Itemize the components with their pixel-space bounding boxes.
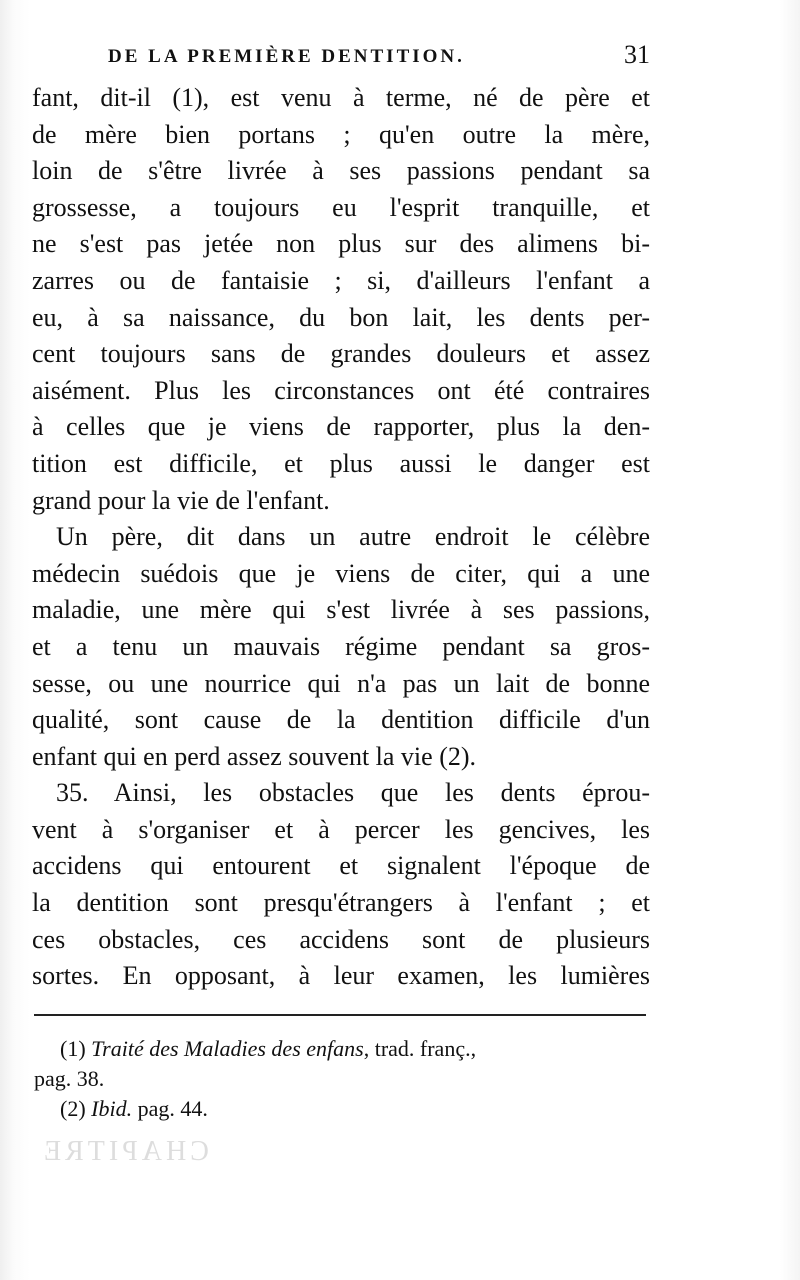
text-line: et a tenu un mauvais régime pendant sa gros- [32, 631, 650, 661]
footnote-1-rest: , trad. franç., [363, 1036, 477, 1061]
text-line: médecin suédois que je viens de citer, qui a une [32, 558, 650, 588]
text-line: Un père, dit dans un autre endroit le célèbre [56, 522, 650, 552]
text-line: accidens qui entourent et signalent l'époque de [32, 851, 650, 881]
footnote-2 [34, 1094, 654, 1124]
bleed-through-heading: CHAPITRE [40, 1136, 209, 1167]
running-head [100, 40, 660, 80]
text-line: à celles que je viens de rapporter, plus la den- [32, 412, 650, 442]
footnote-1 [34, 1034, 654, 1064]
footnote-2-ibid: Ibid. [91, 1096, 133, 1121]
footnote-2-number: (2) [60, 1096, 86, 1121]
footnote-1-continuation: pag. 38. [34, 1066, 105, 1091]
text-line: grand pour la vie de l'enfant. [32, 485, 330, 515]
text-line: ces obstacles, ces accidens sont de plusieurs [32, 924, 650, 954]
text-line: ne s'est pas jetée non plus sur des alimens bi- [32, 229, 650, 259]
footnote-1-title: Traité des Maladies des enfans [91, 1036, 364, 1061]
text-line: qualité, sont cause de la dentition difficile d'un [32, 705, 650, 735]
footnote-rule [34, 1014, 646, 1016]
text-line: de mère bien portans ; qu'en outre la mère, [32, 119, 650, 149]
text-line: tition est difficile, et plus aussi le danger est [32, 448, 650, 478]
text-line: loin de s'être livrée à ses passions pendant sa [32, 156, 650, 186]
text-line: cent toujours sans de grandes douleurs et assez [32, 339, 650, 369]
text-line: grossesse, a toujours eu l'esprit tranquille, et [32, 192, 650, 222]
text-line: fant, dit-il (1), est venu à terme, né de père et [32, 83, 650, 112]
text-line: 35. Ainsi, les obstacles que les dents éprou- [56, 778, 650, 808]
footnote-1-number: (1) [60, 1036, 86, 1061]
text-line: vent à s'organiser et à percer les gencives, les [32, 814, 650, 844]
body-text [32, 80, 650, 995]
footnote-2-rest: pag. 44. [132, 1096, 208, 1121]
text-line: aisément. Plus les circonstances ont été contraires [32, 375, 650, 405]
text-line: la dentition sont presqu'étrangers à l'enfant ; et [32, 888, 650, 918]
text-line: maladie, une mère qui s'est livrée à ses passions, [32, 595, 650, 625]
page-number: 31 [624, 40, 650, 69]
footnotes [34, 1034, 654, 1124]
text-line: eu, à sa naissance, du bon lait, les dents per- [32, 302, 650, 332]
text-line: enfant qui en perd assez souvent la vie (2). [32, 741, 477, 771]
text-line: zarres ou de fantaisie ; si, d'ailleurs l'enfant a [32, 265, 650, 295]
text-line: sortes. En opposant, à leur examen, les lumières [32, 961, 650, 991]
text-line: sesse, ou une nourrice qui n'a pas un lait de bonne [32, 668, 650, 698]
running-title: DE LA PREMIÈRE DENTITION. [108, 46, 465, 67]
